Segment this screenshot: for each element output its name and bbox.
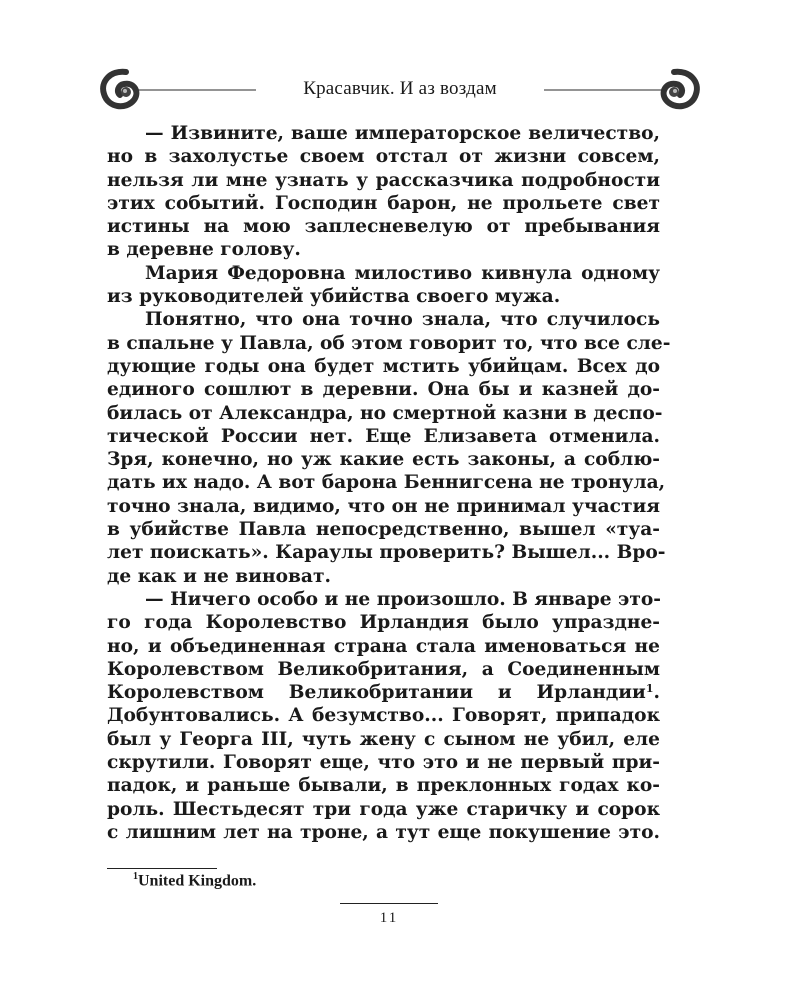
footnote-reference[interactable]: 1 [645, 682, 654, 696]
text-line: дующие годы она будет мстить убийцам. Всех до [107, 355, 660, 377]
right-ornament-icon [544, 66, 704, 114]
text-line: Королевством Великобритания, а Соединенным [107, 658, 660, 680]
text-line: роль. Шестьдесят три года уже старичку и сорок [107, 798, 660, 820]
text-line: Мария Федоровна милостиво кивнула одному [145, 262, 660, 284]
text-line: тической России нет. Еще Елизавета отменила. [107, 425, 660, 447]
text-line: го года Королевство Ирландия было упраздне- [107, 612, 660, 634]
text-line: — Ничего особо и не произошло. В январе это- [145, 588, 661, 610]
running-title: Красавчик. И аз воздам [303, 78, 497, 99]
footnote [133, 871, 256, 890]
body-text [107, 122, 671, 844]
page-number-divider [340, 903, 438, 904]
text-line: но, и объединенная страна стала именоваться не [107, 635, 660, 657]
text-line: Понятно, что она точно знала, что случилось [145, 309, 660, 331]
footnote-marker: 1 [133, 871, 138, 882]
text-line: скрутили. Говорят еще, что это и не первый при- [107, 752, 660, 774]
page-header [96, 66, 704, 114]
page-number: 11 [379, 910, 399, 926]
footnote-text: United Kingdom. [138, 872, 257, 890]
text-line: билась от Александра, но смертной казни в деспо- [107, 402, 663, 424]
text-line: с лишним лет на троне, а тут еще покушение это. [107, 821, 660, 843]
text-segment: Королевством Великобритании и Ирландии [107, 682, 646, 704]
text-line-with-footnote-ref [107, 681, 660, 704]
text-line: Зря, конечно, но уж какие есть законы, а соблю- [107, 449, 660, 471]
text-line: этих событий. Господин барон, не прольете свет [107, 192, 660, 214]
text-line: был у Георга III, чуть жену с сыном не убил, еле [107, 728, 660, 750]
text-line: падок, и раньше бывали, в преклонных годах ко- [107, 775, 660, 797]
text-line: точно знала, видимо, что он не принимал участия [107, 495, 660, 517]
text-line: из руководителей убийства своего мужа. [107, 286, 561, 308]
text-line: единого сошлют в деревни. Она бы и казней до- [107, 379, 660, 401]
text-line: дать их надо. А вот барона Беннигсена не тронула, [107, 472, 666, 494]
text-line: де как и не виноват. [107, 565, 331, 587]
footnote-divider [107, 868, 217, 869]
text-line: — Извините, ваше императорское величество, [145, 123, 660, 144]
text-line: истины на мою заплесневелую от пребывания [107, 216, 660, 238]
text-line: лет поискать». Караулы проверить? Вышел... Вро- [107, 542, 666, 564]
text-line: нельзя ли мне узнать у рассказчика подробности [107, 169, 660, 191]
text-line: в спальне у Павла, об этом говорит то, что все сле- [107, 332, 671, 354]
text-line: но в захолустье своем отстал от жизни совсем, [107, 146, 660, 168]
text-line: в деревне голову. [107, 239, 301, 261]
text-line: Добунтовались. А безумство... Говорят, припадок [107, 705, 660, 727]
text-line: в убийстве Павла непосредственно, вышел «туа- [107, 519, 660, 541]
text-segment: . [653, 682, 660, 704]
